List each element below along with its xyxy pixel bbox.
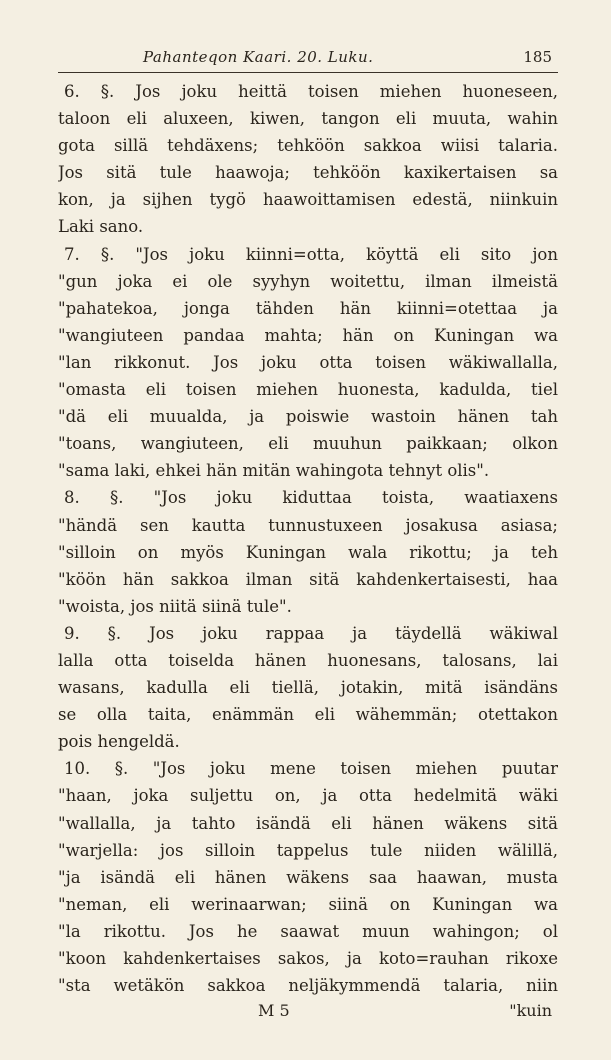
running-title: Pahanteqon Kaari. 20. Luku. <box>143 48 374 66</box>
text-line: "wallalla, ja tahto isändä eli hänen wäkens sitä <box>58 813 558 833</box>
catchword: "kuin <box>509 1001 552 1021</box>
book-page <box>58 40 558 1029</box>
text-line: "gun joka ei ole syyhyn woitettu, ilman ilmeistä <box>58 271 558 291</box>
text-line: "sta wetäkön sakkoa neljäkymmendä talaria, niin <box>58 976 558 996</box>
text-line: gota sillä tehdäxens; tehköön sakkoa wiisi talaria. <box>58 136 558 156</box>
text-line: taloon eli aluxeen, kiwen, tangon eli muuta, wahin <box>58 109 558 129</box>
text-line: "warjella: jos silloin tappelus tule niiden wälillä, <box>58 840 558 860</box>
text-line: Laki sano. <box>58 217 144 237</box>
text-line: "ja isändä eli hänen wäkens saa haawan, musta <box>58 867 558 887</box>
text-line: "omasta eli toisen miehen huonesta, kadulda, tiel <box>58 380 558 400</box>
text-line: lalla otta toiselda hänen huonesans, talosans, lai <box>58 650 558 670</box>
page-footer <box>58 1001 558 1029</box>
text-line: 7. §. "Jos joku kiinni=otta, köyttä eli sito jon <box>64 244 558 264</box>
text-line: "köön hän sakkoa ilman sitä kahdenkertaisesti, haa <box>58 569 558 589</box>
text-line: "sama laki, ehkei hän mitän wahingota tehnyt olis". <box>58 461 490 481</box>
text-line: "wangiuteen pandaa mahta; hän on Kuningan wa <box>58 325 558 345</box>
text-line: kon, ja sijhen tygö haawoittamisen edestä, niinkuin <box>58 190 558 210</box>
text-line: "händä sen kautta tunnustuxeen josakusa asiasa; <box>58 515 558 535</box>
text-line: 8. §. "Jos joku kiduttaa toista, waatiaxens <box>64 488 558 508</box>
text-line: 6. §. Jos joku heittä toisen miehen huoneseen, <box>64 82 558 101</box>
text-line: 10. §. "Jos joku mene toisen miehen puutar <box>64 759 558 779</box>
page-number: 185 <box>523 48 552 66</box>
text-line: "dä eli muualda, ja poiswie wastoin hänen tah <box>58 407 558 427</box>
text-line: "haan, joka suljettu on, ja otta hedelmitä wäki <box>58 786 558 806</box>
page-header <box>58 40 558 70</box>
text-line: "silloin on myös Kuningan wala rikottu; ja teh <box>58 542 558 562</box>
signature-mark: M 5 <box>258 1001 290 1021</box>
text-line: se olla taita, enämmän eli wähemmän; otettakon <box>58 705 558 725</box>
text-line: wasans, kadulla eli tiellä, jotakin, mitä isändäns <box>58 678 558 698</box>
text-line: "toans, wangiuteen, eli muuhun paikkaan; olkon <box>58 434 558 454</box>
text-line: pois hengeldä. <box>58 732 180 752</box>
text-line: "pahatekoa, jonga tähden hän kiinni=otettaa ja <box>58 298 558 318</box>
body-text <box>58 78 558 999</box>
text-line: "koon kahdenkertaises sakos, ja koto=rauhan rikoxe <box>58 949 558 968</box>
text-line: 9. §. Jos joku rappaa ja täydellä wäkiwal <box>64 623 558 643</box>
header-rule <box>58 72 558 73</box>
text-line: "lan rikkonut. Jos joku otta toisen wäkiwallalla, <box>58 352 558 372</box>
text-line: "neman, eli werinaarwan; siinä on Kuningan wa <box>58 894 558 914</box>
text-line: Jos sitä tule haawoja; tehköön kaxikertaisen sa <box>58 163 558 183</box>
text-line: "woista, jos niitä siinä tule". <box>58 596 292 616</box>
text-line: "la rikottu. Jos he saawat muun wahingon; ol <box>58 921 558 941</box>
